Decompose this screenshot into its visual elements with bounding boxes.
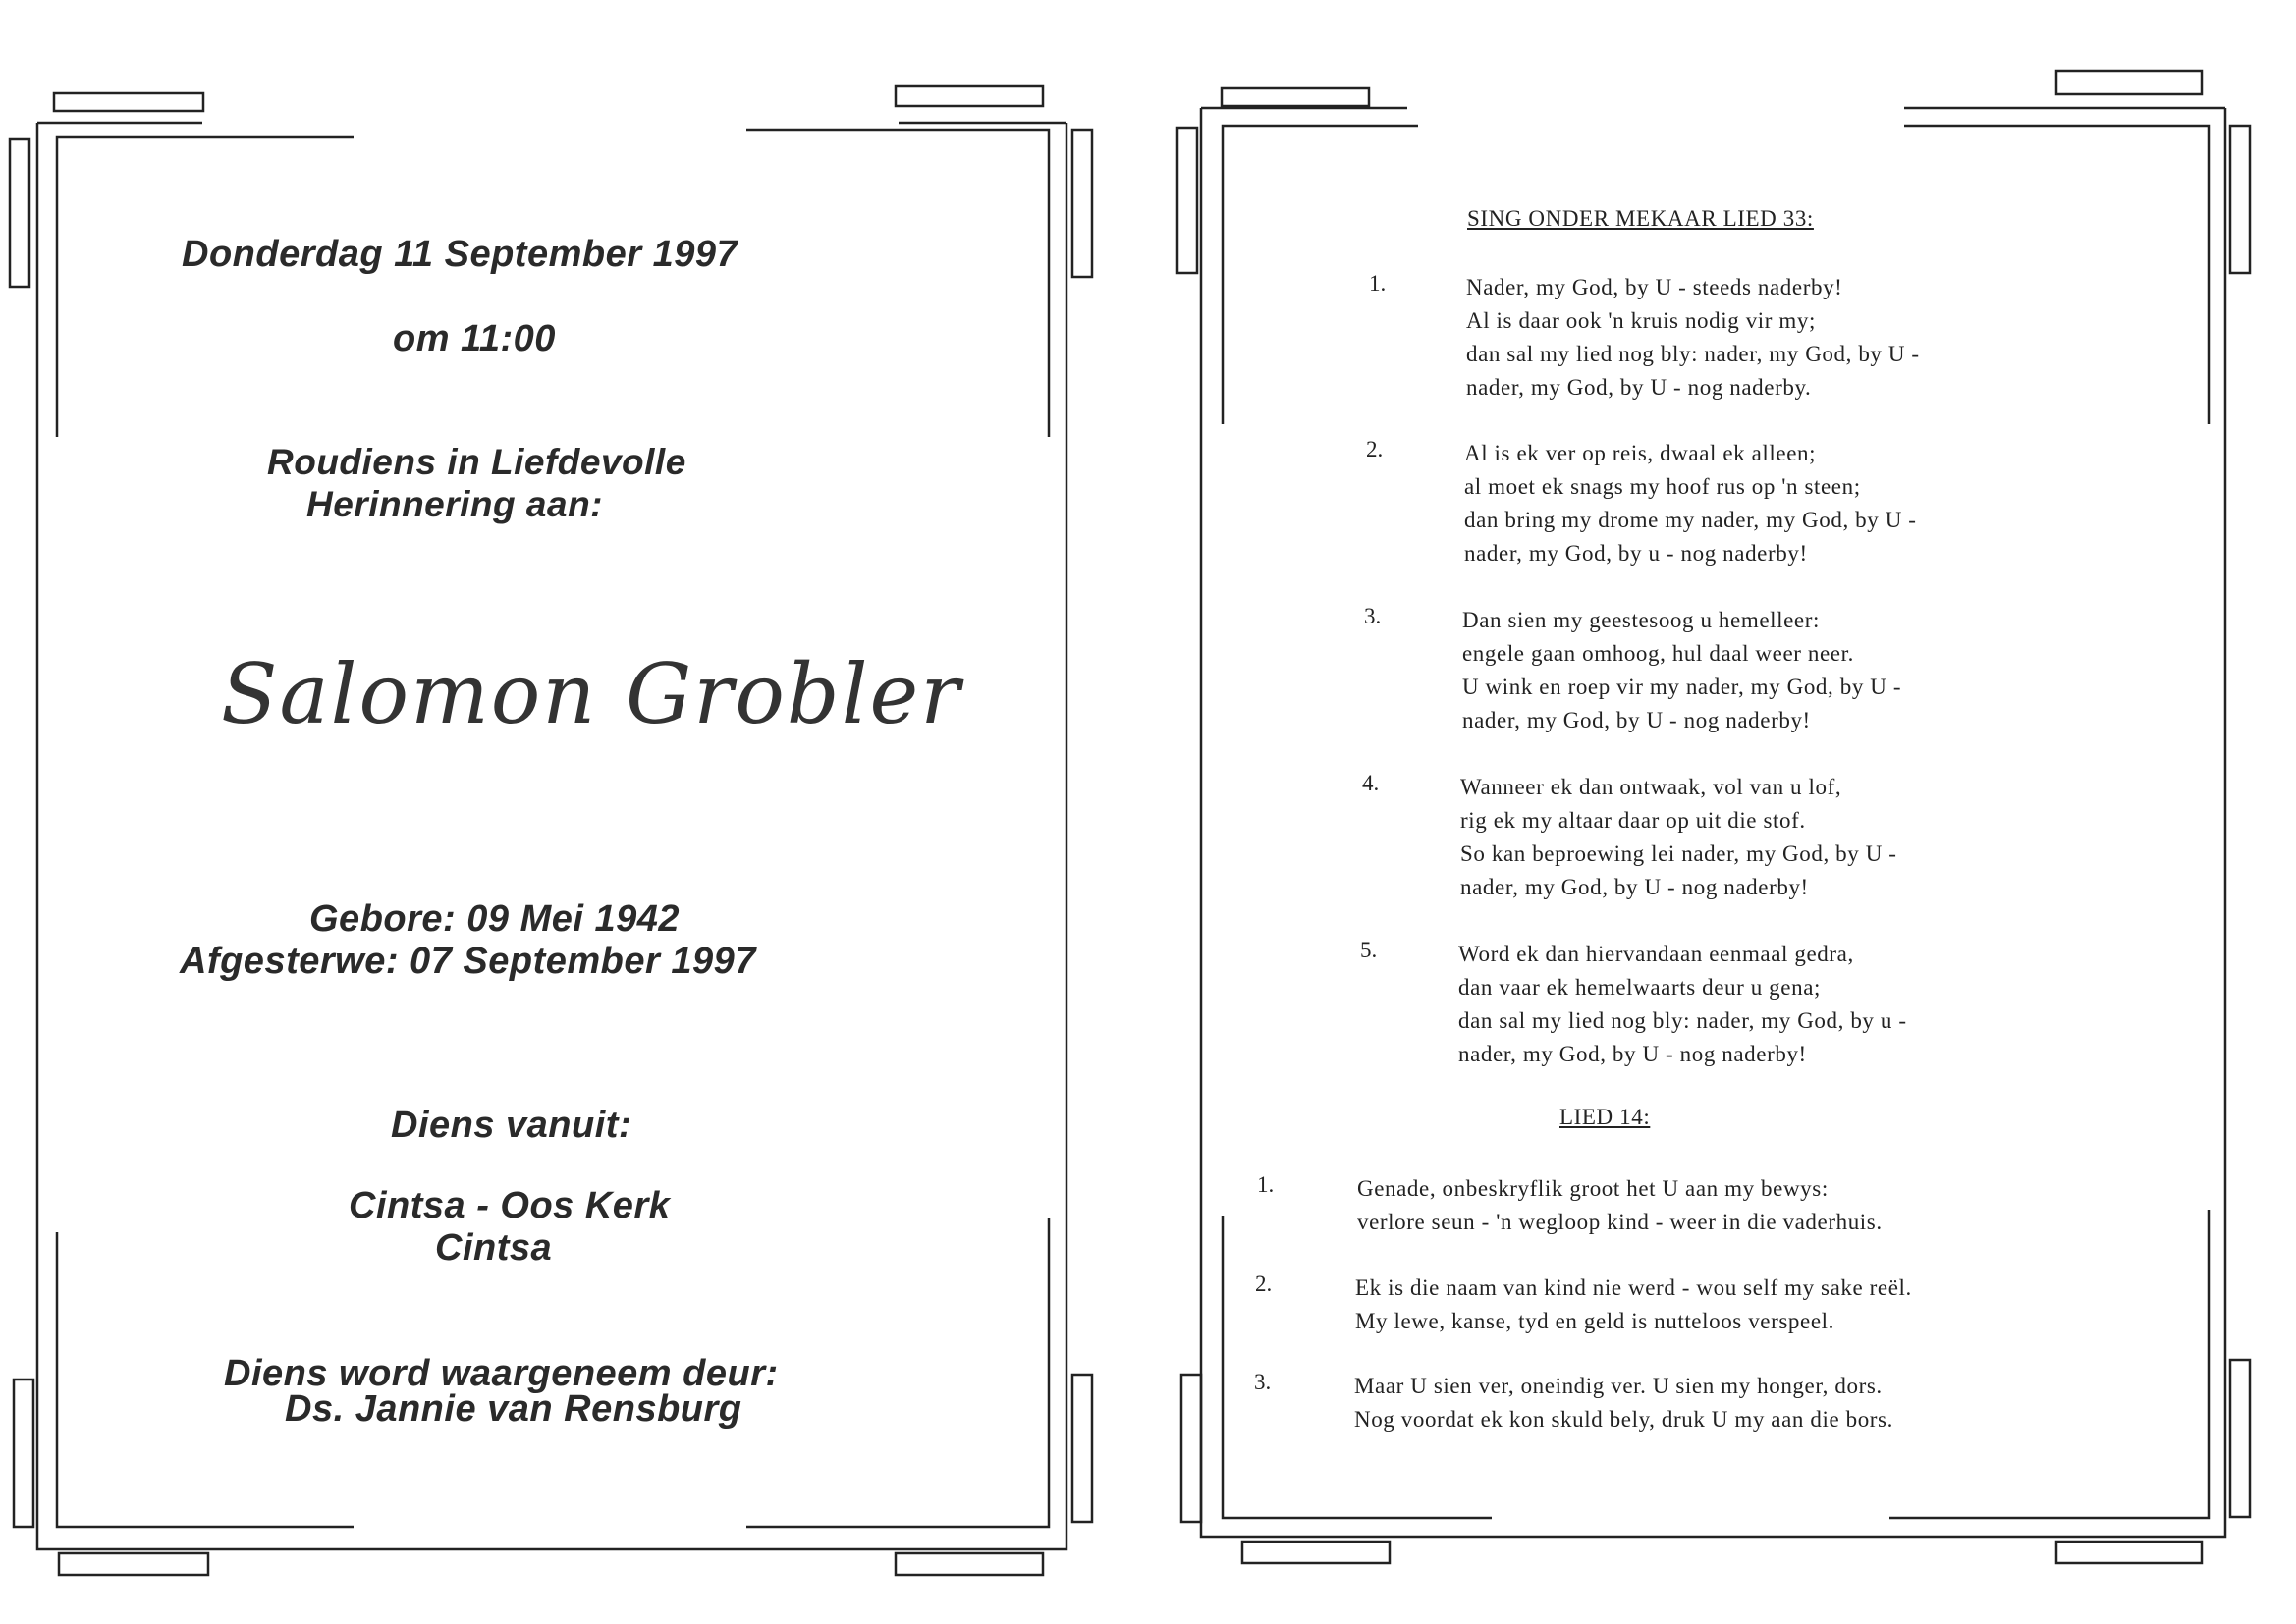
verse-line: U wink en roep vir my nader, my God, by U - <box>1462 675 1902 699</box>
deceased-name: Salomon Grobler <box>221 646 962 742</box>
verse-line: Al is daar ook 'n kruis nodig vir my; <box>1466 308 1816 333</box>
verse-line: dan sal my lied nog bly: nader, my God, by u - <box>1458 1008 1907 1033</box>
verse-line: Wanneer ek dan ontwaak, vol van u lof, <box>1460 775 1842 799</box>
church-line-1: Cintsa - Oos Kerk <box>349 1185 671 1226</box>
verse-line: Word ek dan hiervandaan eenmaal gedra, <box>1458 942 1854 966</box>
verse-line: nader, my God, by U - nog naderby! <box>1458 1042 1807 1066</box>
verse-line: dan sal my lied nog bly: nader, my God, by U - <box>1466 342 1920 366</box>
heading-line-2: Herinnering aan: <box>306 484 603 524</box>
heading-line-1: Roudiens in Liefdevolle <box>267 442 686 482</box>
verse-line: Nog voordat ek kon skuld bely, druk U my aan die bors. <box>1354 1407 1893 1432</box>
officiant-label: Diens word waargeneem deur: <box>224 1353 779 1394</box>
verse-number: 4. <box>1362 771 1380 795</box>
verse-number: 5. <box>1360 938 1378 962</box>
church-line-2: Cintsa <box>435 1227 553 1269</box>
verse-line: dan vaar ek hemelwaarts deur u gena; <box>1458 975 1821 1000</box>
verse-line: My lewe, kanse, tyd en geld is nutteloos verspeel. <box>1355 1309 1834 1333</box>
verse-line: Nader, my God, by U - steeds naderby! <box>1466 275 1843 299</box>
verse-number: 1. <box>1369 271 1387 296</box>
verse-line: al moet ek snags my hoof rus op 'n steen; <box>1464 474 1861 499</box>
hymn-1-title: SING ONDER MEKAAR LIED 33: <box>1467 206 1814 231</box>
service-from-label: Diens vanuit: <box>391 1105 632 1146</box>
verse-line: So kan beproewing lei nader, my God, by U - <box>1460 841 1897 866</box>
birth-date: Gebore: 09 Mei 1942 <box>309 898 681 940</box>
verse-number: 3. <box>1254 1370 1272 1394</box>
verse-line: Dan sien my geestesoog u hemelleer: <box>1462 608 1820 632</box>
verse-line: nader, my God, by U - nog naderby! <box>1462 708 1811 732</box>
officiant-name: Ds. Jannie van Rensburg <box>285 1388 742 1430</box>
hymn-2-title: LIED 14: <box>1559 1105 1651 1129</box>
verse-line: dan bring my drome my nader, my God, by U - <box>1464 508 1917 532</box>
service-time: om 11:00 <box>393 318 556 359</box>
death-date: Afgesterwe: 07 September 1997 <box>180 941 756 982</box>
verse-number: 3. <box>1364 604 1382 628</box>
verse-line: Al is ek ver op reis, dwaal ek alleen; <box>1464 441 1817 465</box>
verse-line: engele gaan omhoog, hul daal weer neer. <box>1462 641 1854 666</box>
verse-number: 1. <box>1257 1172 1275 1197</box>
verse-number: 2. <box>1255 1272 1273 1296</box>
verse-line: verlore seun - 'n wegloop kind - weer in die vaderhuis. <box>1357 1210 1883 1234</box>
verse-line: rig ek my altaar daar op uit die stof. <box>1460 808 1806 833</box>
verse-line: nader, my God, by U - nog naderby! <box>1460 875 1809 899</box>
verse-line: nader, my God, by u - nog naderby! <box>1464 541 1808 566</box>
verse-number: 2. <box>1366 437 1384 461</box>
service-date: Donderdag 11 September 1997 <box>182 234 738 275</box>
right-page <box>1148 0 2296 1624</box>
verse-line: nader, my God, by U - nog naderby. <box>1466 375 1812 400</box>
verse-line: Genade, onbeskryflik groot het U aan my bewys: <box>1357 1176 1829 1201</box>
verse-line: Ek is die naam van kind nie werd - wou self my sake reël. <box>1355 1275 1912 1300</box>
verse-line: Maar U sien ver, oneindig ver. U sien my honger, dors. <box>1354 1374 1883 1398</box>
